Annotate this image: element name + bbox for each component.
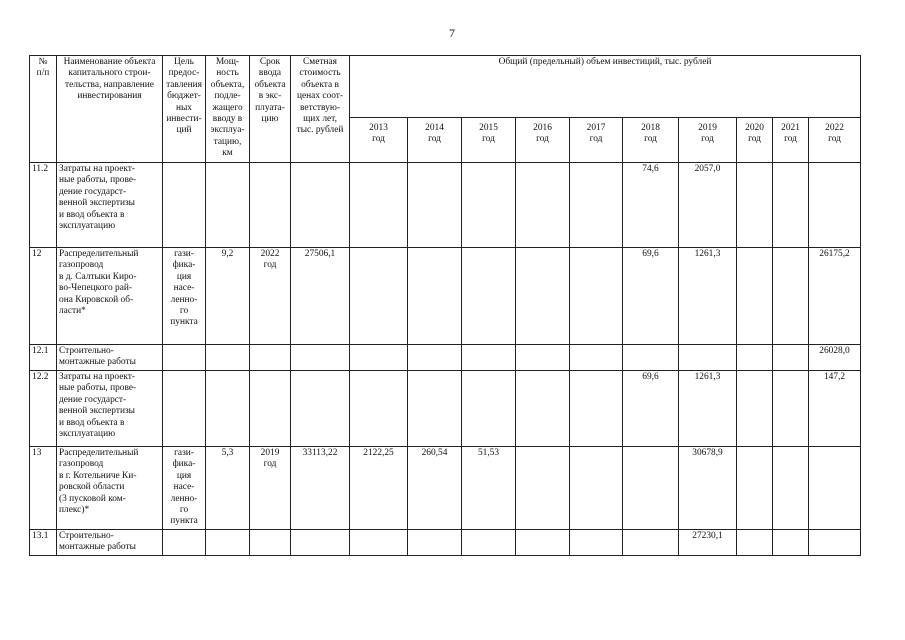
header-term: Срок ввода объекта в экс- плуата- цию: [250, 56, 291, 163]
header-capacity: Мощ- ность объекта, подле- жащего вводу в эксплуа- тацию, км: [206, 56, 250, 163]
header-num: № п/п: [30, 56, 57, 163]
row-year-value: [809, 447, 861, 530]
row-year-value: [773, 530, 809, 556]
row-year-value: [462, 371, 516, 447]
row-year-value: 69,6: [623, 248, 679, 345]
header-year: 2013 год: [350, 118, 408, 163]
row-year-value: 2057,0: [679, 163, 737, 248]
row-purpose: [163, 345, 206, 371]
row-year-value: [809, 163, 861, 248]
investment-table: [29, 55, 861, 556]
row-term: [250, 163, 291, 248]
table-row: [30, 530, 861, 556]
row-cost: [291, 371, 350, 447]
row-year-value: [773, 447, 809, 530]
row-year-value: [570, 248, 623, 345]
row-year-value: [408, 248, 462, 345]
header-year: 2018 год: [623, 118, 679, 163]
row-cost: [291, 530, 350, 556]
row-year-value: [773, 163, 809, 248]
row-year-value: 26028,0: [809, 345, 861, 371]
row-year-value: [570, 345, 623, 371]
row-purpose: [163, 371, 206, 447]
row-num: 12.1: [30, 345, 57, 371]
row-term: 2019 год: [250, 447, 291, 530]
header-cost: Сметная стоимость объекта в ценах соот- ветствую- щих лет, тыс. рублей: [291, 56, 350, 163]
row-year-value: [408, 371, 462, 447]
page-number: 7: [449, 26, 455, 40]
row-year-value: 74,6: [623, 163, 679, 248]
row-capacity: [206, 345, 250, 371]
row-year-value: 51,53: [462, 447, 516, 530]
row-name: Затраты на проект- ные работы, прове- дение государст- венной экспертизы и ввод объекта в эксплуатацию: [57, 371, 163, 447]
row-term: 2022 год: [250, 248, 291, 345]
row-year-value: [570, 530, 623, 556]
header-purpose: Цель предос- тавления бюджет- ных инвести- ций: [163, 56, 206, 163]
row-year-value: 260,54: [408, 447, 462, 530]
row-year-value: [516, 530, 570, 556]
row-name: Затраты на проект- ные работы, прове- дение государст- венной экспертизы и ввод объекта в эксплуатацию: [57, 163, 163, 248]
row-num: 11.2: [30, 163, 57, 248]
header-year: 2019 год: [679, 118, 737, 163]
table-row: [30, 345, 861, 371]
row-capacity: [206, 371, 250, 447]
row-name: Распределительный газопровод в г. Котельниче Ки- ровской области (3 пусковой ком- плекс)*: [57, 447, 163, 530]
row-cost: 27506,1: [291, 248, 350, 345]
row-year-value: 30678,9: [679, 447, 737, 530]
row-capacity: [206, 530, 250, 556]
row-year-value: 26175,2: [809, 248, 861, 345]
row-term: [250, 371, 291, 447]
row-year-value: [773, 345, 809, 371]
header-year: 2017 год: [570, 118, 623, 163]
header-year: 2016 год: [516, 118, 570, 163]
row-purpose: [163, 530, 206, 556]
row-year-value: [623, 447, 679, 530]
header-year: 2015 год: [462, 118, 516, 163]
row-year-value: [737, 530, 773, 556]
row-year-value: [350, 530, 408, 556]
row-year-value: [408, 530, 462, 556]
row-year-value: [462, 530, 516, 556]
row-purpose: гази- фика- ция насе- ленно- го пункта: [163, 248, 206, 345]
row-year-value: [737, 447, 773, 530]
row-name: Строительно- монтажные работы: [57, 530, 163, 556]
row-year-value: [516, 345, 570, 371]
table-row: [30, 371, 861, 447]
row-year-value: 2122,25: [350, 447, 408, 530]
row-name: Строительно- монтажные работы: [57, 345, 163, 371]
table-row: [30, 248, 861, 345]
row-year-value: [570, 447, 623, 530]
row-year-value: [516, 371, 570, 447]
row-year-value: [350, 163, 408, 248]
row-year-value: [623, 530, 679, 556]
row-capacity: 5,3: [206, 447, 250, 530]
row-capacity: [206, 163, 250, 248]
row-year-value: [516, 447, 570, 530]
row-year-value: [408, 163, 462, 248]
row-year-value: 1261,3: [679, 371, 737, 447]
header-year: 2014 год: [408, 118, 462, 163]
row-year-value: [737, 248, 773, 345]
table-row: [30, 447, 861, 530]
row-year-value: [516, 248, 570, 345]
row-year-value: [350, 248, 408, 345]
row-cost: [291, 163, 350, 248]
row-year-value: [737, 371, 773, 447]
row-purpose: гази- фика- ция насе- ленно- го пункта: [163, 447, 206, 530]
header-year: 2022 год: [809, 118, 861, 163]
row-term: [250, 530, 291, 556]
row-year-value: [570, 371, 623, 447]
row-year-value: [570, 163, 623, 248]
row-year-value: [350, 371, 408, 447]
row-year-value: 147,2: [809, 371, 861, 447]
row-year-value: [462, 163, 516, 248]
row-num: 12: [30, 248, 57, 345]
row-year-value: [809, 530, 861, 556]
row-year-value: [737, 163, 773, 248]
header-investments: Общий (предельный) объем инвестиций, тыс. рублей: [350, 56, 861, 118]
header-name: Наименование объекта капитального строи- тельства, направление инвестирования: [57, 56, 163, 163]
row-year-value: [408, 345, 462, 371]
row-name: Распределительный газопровод в д. Салтыки Киро- во-Чепецкого рай- она Кировской об- ласти*: [57, 248, 163, 345]
row-year-value: 27230,1: [679, 530, 737, 556]
header-year: 2020 год: [737, 118, 773, 163]
row-purpose: [163, 163, 206, 248]
row-year-value: [737, 345, 773, 371]
row-year-value: [350, 345, 408, 371]
row-num: 13: [30, 447, 57, 530]
row-year-value: [462, 248, 516, 345]
row-num: 12.2: [30, 371, 57, 447]
row-year-value: [623, 345, 679, 371]
row-year-value: [773, 371, 809, 447]
header-year: 2021 год: [773, 118, 809, 163]
row-capacity: 9,2: [206, 248, 250, 345]
row-cost: [291, 345, 350, 371]
row-year-value: [516, 163, 570, 248]
row-num: 13.1: [30, 530, 57, 556]
row-year-value: 1261,3: [679, 248, 737, 345]
table-row: [30, 163, 861, 248]
row-term: [250, 345, 291, 371]
row-year-value: [773, 248, 809, 345]
row-cost: 33113,22: [291, 447, 350, 530]
row-year-value: [462, 345, 516, 371]
row-year-value: [679, 345, 737, 371]
row-year-value: 69,6: [623, 371, 679, 447]
